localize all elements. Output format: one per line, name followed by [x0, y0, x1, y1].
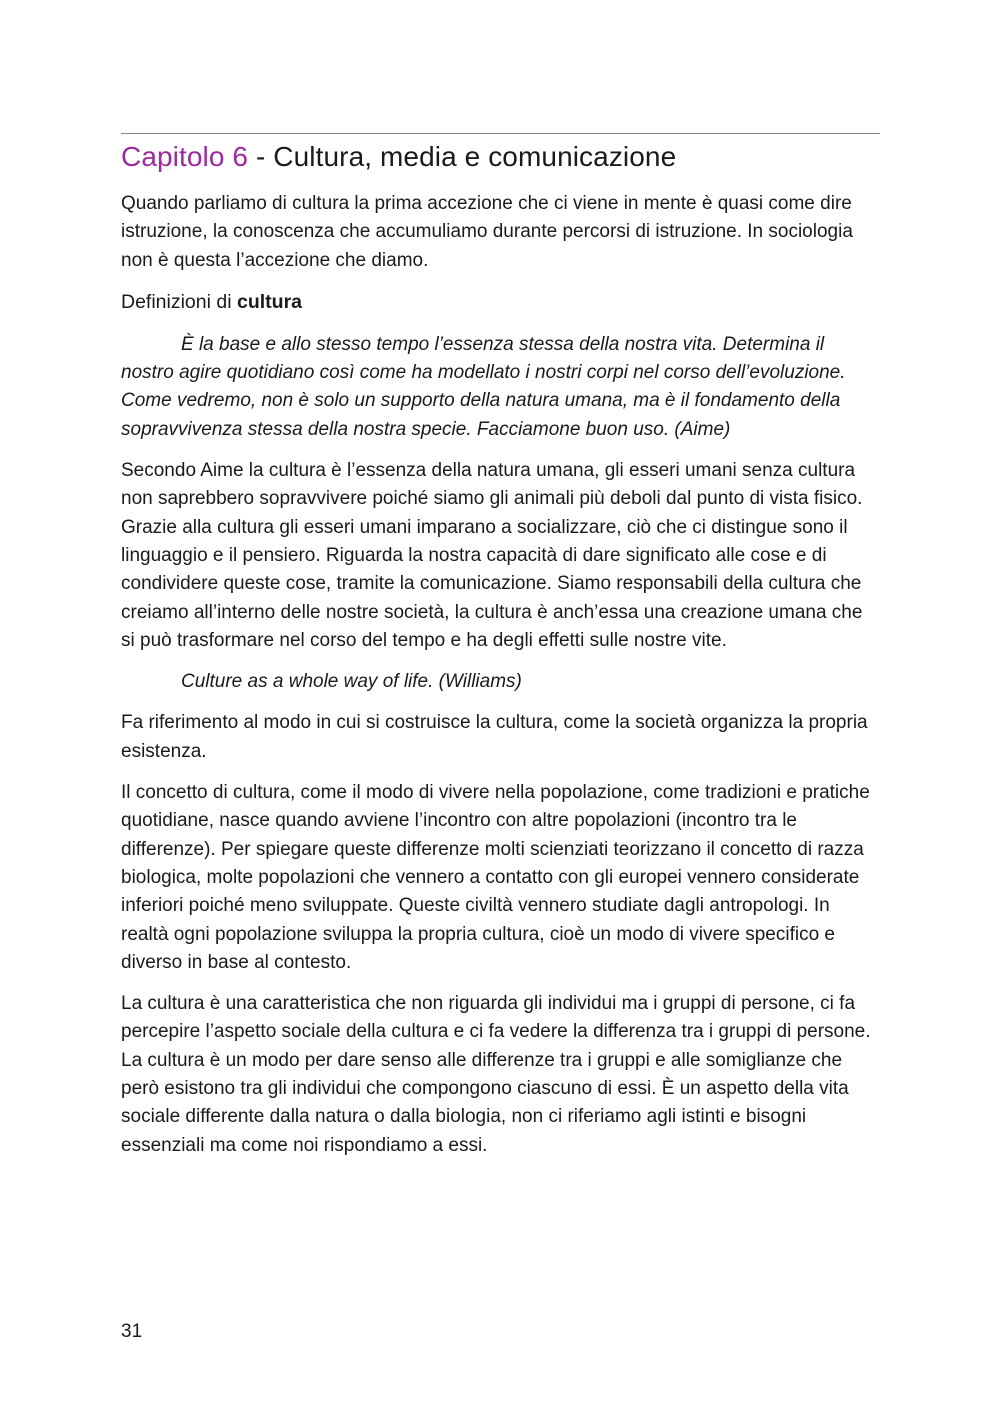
chapter-title-separator: -	[248, 141, 274, 172]
chapter-title	[121, 139, 676, 175]
section-heading-bold: cultura	[236, 290, 302, 313]
intro-paragraph: Quando parliamo di cultura la prima accezione che ci viene in mente è quasi come dire istruzione, la conoscenza che accumuliamo durante percorsi di istruzione. In sociologia non è questa l’accezione che diamo.	[121, 193, 853, 271]
aime-commentary-paragraph: Secondo Aime la cultura è l’essenza della natura umana, gli esseri umani senza cultura non saprebbero sopravvivere poiché siamo gli animali più deboli dal punto di vista fisico. Grazie alla cultura gli esseri umani imparano a socializzare, ciò che ci distingue sono il linguaggio e il pensiero. Riguarda la nostra capacità di dare significato alle cose e di condividere queste cose, tramite la comunicazione. Siamo responsabili della cultura che creiamo all’interno delle nostre società, la cultura è anch’essa una creazione umana che si può trasformare nel corso del tempo e ha degli effetti sulle nostre vite.	[121, 460, 863, 651]
section-heading-prefix: Definizioni di	[121, 290, 237, 313]
williams-quote: Culture as a whole way of life. (Williams)	[181, 671, 522, 693]
chapter-number-label: Capitolo 6	[121, 141, 249, 172]
culture-groups-paragraph: La cultura è una caratteristica che non riguarda gli individui ma i gruppi di persone, ci fa percepire l’aspetto sociale della cultura e ci fa vedere la differenza tra i gruppi di persone. La cultura è un modo per dare senso alle differenze tra i gruppi e alle somiglianze che però esistono tra gli individui che compongono ciascuno di essi. È un aspetto della vita sociale differente dalla natura o dalla biologia, non ci riferiamo agli istinti e bisogni essenziali ma come noi rispondiamo a essi.	[121, 993, 871, 1156]
page-number: 31	[121, 1321, 143, 1342]
aime-quote: È la base e allo stesso tempo l’essenza stessa della nostra vita. Determina il nostro agire quotidiano così come ha modellato i nostri corpi nel corso dell’evoluzione. Come vedremo, non è solo un supporto della natura umana, ma è il fondamento della sopravvivenza stessa della nostra specie. Facciamone buon uso. (Aime)	[121, 333, 846, 440]
header-rule	[121, 133, 880, 134]
document-page	[121, 0, 881, 1415]
williams-commentary-paragraph: Fa riferimento al modo in cui si costruisce la cultura, come la società organizza la propria esistenza.	[121, 712, 868, 762]
chapter-body	[121, 190, 881, 1173]
chapter-title-text: Cultura, media e comunicazione	[273, 141, 677, 172]
culture-concept-paragraph: Il concetto di cultura, come il modo di vivere nella popolazione, come tradizioni e pratiche quotidiane, nasce quando avviene l’incontro con altre popolazioni (incontro tra le differenze). Per spiegare queste differenze molti scienziati teorizzano il concetto di razza biologica, molte popolazioni che vennero a contatto con gli europei vennero considerate inferiori poiché meno sviluppate. Queste civiltà vennero studiate dagli antropologi. In realtà ogni popolazione sviluppa la propria cultura, cioè un modo di vivere specifico e diverso in base al contesto.	[121, 782, 870, 973]
section-heading	[121, 288, 881, 316]
